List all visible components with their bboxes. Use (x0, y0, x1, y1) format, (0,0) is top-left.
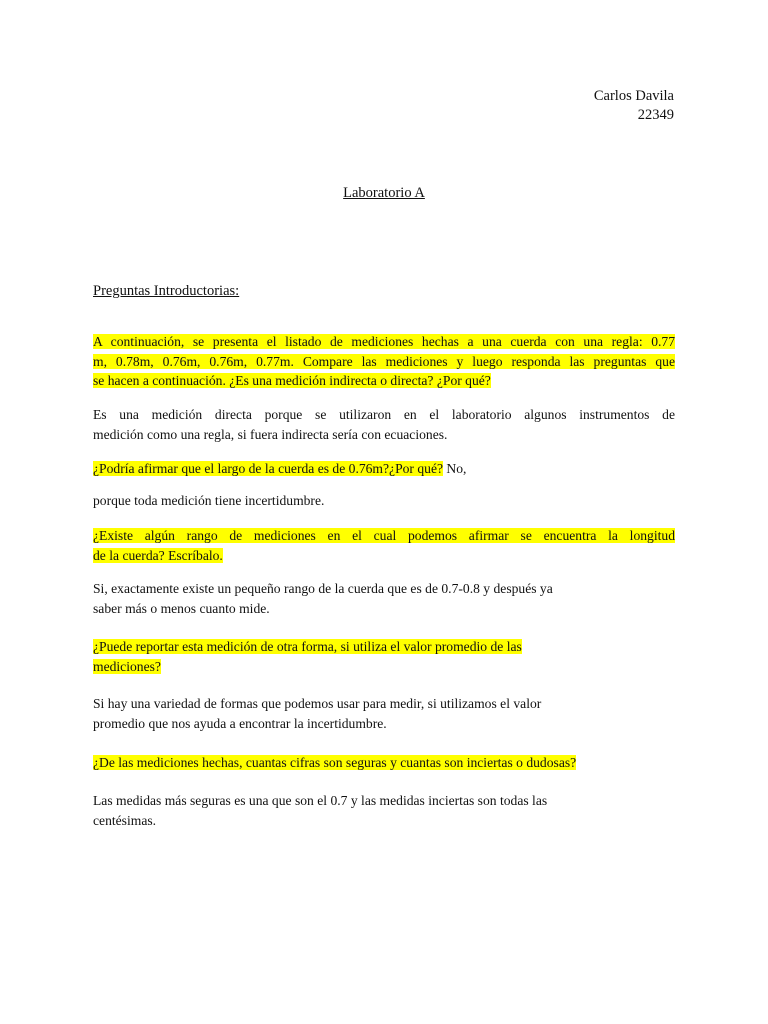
author-name: Carlos Davila (593, 88, 674, 104)
question-1-line-3: se hacen a continuación. ¿Es una medición indirecta o directa? ¿Por qué? (93, 373, 491, 388)
question-3-line-1: ¿Existe algún rango de mediciones en el cual podemos afirmar se encuentra la longitud (93, 528, 675, 543)
document-title (0, 183, 768, 203)
answer-2 (93, 491, 675, 511)
answer-5 (93, 791, 675, 830)
question-1-line-2: m, 0.78m, 0.76m, 0.76m, 0.77m. Compare las mediciones y luego responda las preguntas que (93, 353, 675, 369)
question-2 (93, 459, 675, 479)
question-4-line-2: mediciones? (93, 658, 161, 674)
author-block (594, 87, 674, 125)
answer-5-line-1: Las medidas más seguras es una que son el 0.7 y las medidas inciertas son todas las (93, 793, 548, 808)
question-2-text: ¿Podría afirmar que el largo de la cuerda es de 0.76m?¿Por qué? (93, 461, 444, 476)
answer-5-line-2: centésimas. (93, 812, 157, 828)
question-3 (93, 526, 675, 565)
answer-2-line-1: porque toda medición tiene incertidumbre. (93, 493, 325, 508)
answer-3 (93, 579, 675, 618)
answer-1-line-1: Es una medición directa porque se utilizaron en el laboratorio algunos instrumentos de (93, 407, 675, 422)
author-id: 22349 (637, 107, 674, 123)
question-5-line-1: ¿De las mediciones hechas, cuantas cifras son seguras y cuantas son inciertas o dudosas? (93, 755, 577, 770)
question-4 (93, 637, 675, 676)
answer-3-line-1: Si, exactamente existe un pequeño rango de la cuerda que es de 0.7-0.8 y después ya (93, 581, 553, 596)
answer-4-line-2: promedio que nos ayuda a encontrar la incertidumbre. (93, 715, 387, 731)
question-1-line-1: A continuación, se presenta el listado de mediciones hechas a una cuerda con una regla: 0.77 (93, 334, 675, 349)
answer-4-line-1: Si hay una variedad de formas que podemos usar para medir, si utilizamos el valor (93, 696, 542, 711)
section-heading: Preguntas Introductorias: (93, 283, 240, 299)
question-4-line-1: ¿Puede reportar esta medición de otra forma, si utiliza el valor promedio de las (93, 639, 522, 654)
question-1 (93, 332, 675, 391)
answer-3-line-2: saber más o menos cuanto mide. (93, 600, 270, 616)
answer-1 (93, 405, 675, 444)
question-3-line-2: de la cuerda? Escríbalo. (93, 547, 223, 563)
question-5 (93, 753, 675, 773)
document-title-text: Laboratorio A (343, 185, 425, 201)
answer-2-start: No, (443, 461, 467, 476)
answer-1-line-2: medición como una regla, si fuera indirecta sería con ecuaciones. (93, 426, 448, 442)
answer-4 (93, 694, 675, 733)
